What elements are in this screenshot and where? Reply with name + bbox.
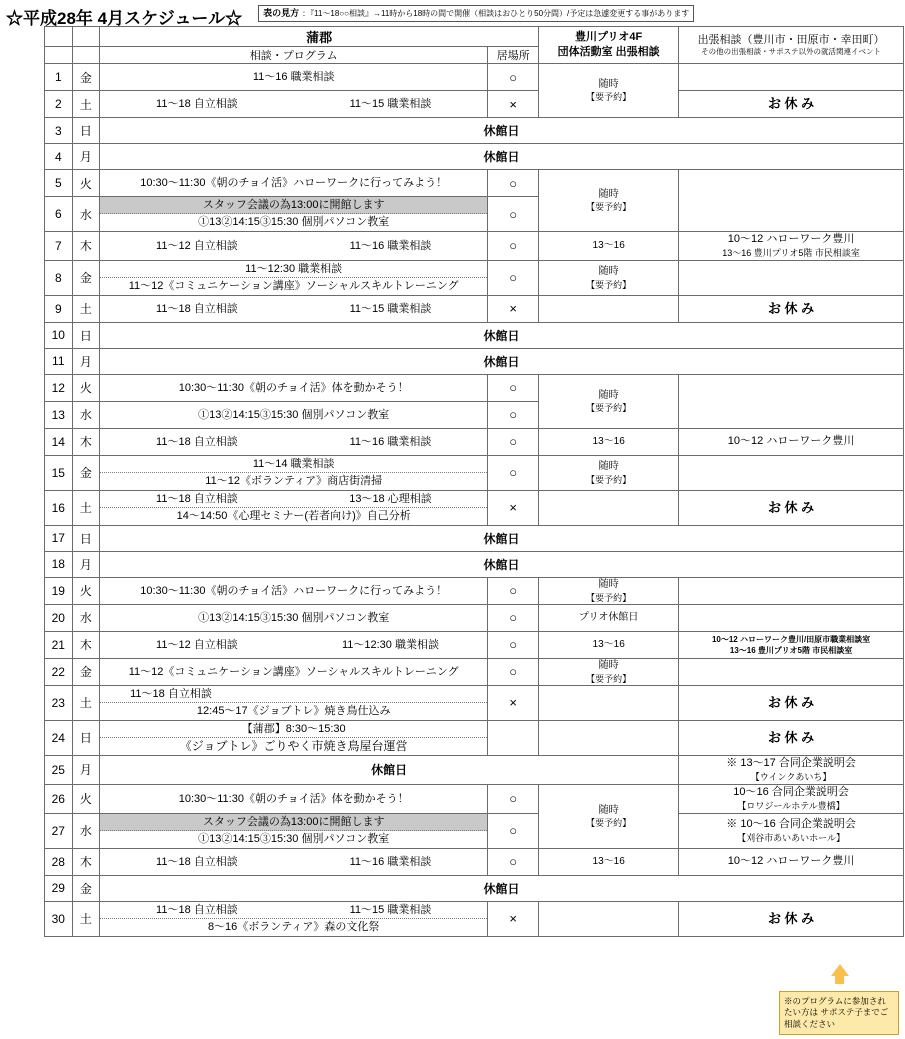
program-line: 10:30〜11:30《朝のチョイ活》ハローワークに行ってみよう！ [140,584,448,597]
program-text-left: 11〜12 自立相談 [156,239,238,252]
table-row [45,720,904,755]
program-line [100,429,487,455]
page-title: ☆平成28年 4月スケジュール☆ [6,9,243,28]
prio-sub: 【要予約】 [586,818,632,829]
out-cell: お 休 み [679,295,904,322]
header-place: 居場所 [488,47,539,64]
out-cell [679,604,904,631]
day-of-week: 金 [72,64,100,91]
prio-cell [539,232,679,261]
program-line: ①13②14:15③15:30 個別パソコン教室 [198,611,390,624]
closed-day-banner: 休館日 [100,525,904,551]
program-line: 11〜12《コミュニケーション講座》ソーシャルスキルトレーニング [128,279,459,292]
table-row [45,901,904,936]
table-row [45,875,904,901]
place-cell: × [488,295,539,322]
prio-cell-empty [539,901,679,936]
program-cell [100,658,488,685]
program-text-right: 13〜18 心理相談 [349,492,432,505]
prio-sub: 【要予約】 [586,202,632,213]
day-of-week: 金 [72,455,100,490]
place-cell: ○ [488,197,539,232]
program-text-right: 11〜16 職業相談 [349,855,432,868]
prio-cell [539,260,679,295]
document-header [0,0,905,26]
table-row [45,144,904,170]
table-row [45,577,904,604]
day-number: 21 [45,631,73,658]
prio-cell [539,455,679,490]
day-number: 28 [45,848,73,875]
legend-box [258,5,694,22]
day-of-week: 火 [72,577,100,604]
out-line-1: 10〜12 ハローワーク豊川 [727,233,855,245]
prio-cell-empty [539,720,679,755]
program-cell [100,232,488,261]
program-cell [100,720,488,755]
day-of-week: 火 [72,374,100,401]
program-cell [100,374,488,401]
out-line-1: 10〜16 合同企業説明会 [733,785,849,798]
day-of-week: 月 [72,551,100,577]
day-number: 7 [45,232,73,261]
day-of-week: 金 [72,658,100,685]
table-row [45,64,904,91]
out-cell [679,232,904,261]
day-of-week: 月 [72,755,100,784]
program-text-left: 11〜12 自立相談 [156,638,238,651]
day-of-week: 水 [72,604,100,631]
out-cell: お 休 み [679,91,904,118]
day-of-week: 月 [72,348,100,374]
program-text-right: 11〜16 職業相談 [349,239,432,252]
place-cell: ○ [488,64,539,91]
program-text-right: 11〜15 職業相談 [349,903,432,916]
program-cell [100,428,488,455]
table-row [45,91,904,118]
program-cell [100,631,488,658]
day-number: 30 [45,901,73,936]
program-text-left: 11〜18 自立相談 [156,903,238,916]
out-line-1: ※ 13〜17 合同企業説明会 [726,756,856,769]
prio-main: 13〜16 [592,639,625,651]
place-cell: ○ [488,170,539,197]
day-number: 8 [45,260,73,295]
table-row [45,428,904,455]
place-cell: ○ [488,374,539,401]
prio-cell [539,848,679,875]
prio-sub: 【要予約】 [586,474,632,485]
place-cell: × [488,901,539,936]
legend-text: ：『11〜18○○相談』→11時から18時の間で開催（相談はおひとり50分間）/予定は急遽変更する事があります [302,9,690,18]
out-cell [679,577,904,604]
day-number: 5 [45,170,73,197]
program-line: 11〜16 職業相談 [252,71,335,83]
prio-main: プリオ休館日 [578,612,639,624]
program-text-left: 11〜18 自立相談 [156,492,238,505]
place-cell: ○ [488,813,539,848]
program-line: スタッフ会議の為13:00に開館します [100,197,487,214]
program-line: ①13②14:15③15:30 個別パソコン教室 [198,216,390,228]
day-number: 3 [45,118,73,144]
program-line: 12:45〜17《ジョブトレ》焼き鳥仕込み [196,704,391,717]
day-of-week: 水 [72,401,100,428]
out-cell: お 休 み [679,901,904,936]
out-cell: 10〜12 ハローワーク豊川 [679,428,904,455]
program-text-left: 11〜18 自立相談 [156,98,238,110]
prio-cell [539,428,679,455]
day-number: 14 [45,428,73,455]
program-line: 8〜16《ボランティア》森の文化祭 [207,920,380,933]
day-of-week: 日 [72,322,100,348]
header-out-line2: その他の出張相談・サポステ以外の就活関連イベント [701,47,881,57]
closed-day-banner: 休館日 [100,755,679,784]
prio-main: 13〜16 [592,436,625,448]
program-line: スタッフ会議の為13:00に開館します [100,814,487,831]
header-prio-line1: 豊川プリオ4F [574,31,643,44]
program-line: ①13②14:15③15:30 個別パソコン教室 [198,408,390,421]
place-cell: ○ [488,604,539,631]
prio-cell [539,64,679,118]
day-number: 2 [45,91,73,118]
day-of-week: 日 [72,525,100,551]
program-text-right: 11〜16 職業相談 [349,435,432,448]
out-line-1: 10〜12 ハローワーク豊川/田原市職業相談室 [711,634,871,644]
program-line [100,491,487,508]
place-cell: ○ [488,658,539,685]
program-line [100,902,487,919]
header-out-line1: 出張相談（豊川市・田原市・幸田町） [697,33,885,46]
table-row [45,348,904,374]
prio-cell [539,631,679,658]
table-row [45,455,904,490]
program-line [100,632,487,658]
prio-main: 随時 [598,188,619,200]
prio-main: 随時 [598,660,619,672]
day-of-week: 土 [72,901,100,936]
out-cell: お 休 み [679,685,904,720]
program-cell [100,401,488,428]
day-number: 22 [45,658,73,685]
prio-cell [539,170,679,232]
day-number: 24 [45,720,73,755]
prio-sub: 【要予約】 [586,592,632,603]
table-row [45,295,904,322]
header-blank-4 [72,47,100,64]
prio-cell [539,374,679,428]
out-cell [679,374,904,428]
out-cell [679,784,904,813]
day-number: 1 [45,64,73,91]
program-text-right: 11〜12:30 職業相談 [341,638,439,651]
prio-sub: 【要予約】 [586,92,632,103]
day-number: 11 [45,348,73,374]
out-cell: 10〜12 ハローワーク豊川 [679,848,904,875]
out-line-2: 13〜16 豊川プリオ5階 市民相談室 [729,645,853,655]
prio-main: 13〜16 [592,240,625,252]
closed-day-banner: 休館日 [100,118,904,144]
note-arrow-icon [831,964,849,976]
program-cell [100,64,488,91]
program-cell [100,813,488,848]
program-text-left: 11〜18 自立相談 [156,302,238,315]
program-line: 《ジョブトレ》ごりやく市焼き鳥屋台運営 [179,738,408,753]
program-cell [100,784,488,813]
table-row [45,322,904,348]
program-line: 11〜12:30 職業相談 [100,261,487,278]
day-number: 27 [45,813,73,848]
day-of-week: 月 [72,144,100,170]
place-cell: ○ [488,577,539,604]
program-line: 11〜18 自立相談 [100,686,487,703]
header-blank-2 [72,27,100,47]
program-cell [100,197,488,232]
program-cell [100,170,488,197]
program-cell [100,577,488,604]
table-row [45,848,904,875]
place-cell: ○ [488,631,539,658]
prio-cell [539,658,679,685]
place-cell: ○ [488,260,539,295]
table-row [45,551,904,577]
table-row [45,604,904,631]
day-of-week: 日 [72,118,100,144]
closed-day-banner: 休館日 [100,875,904,901]
program-text-right: 11〜15 職業相談 [349,98,432,110]
out-cell [679,170,904,232]
day-of-week: 日 [72,720,100,755]
out-cell [679,658,904,685]
day-of-week: 金 [72,875,100,901]
legend-title: 表の見方 [263,8,300,18]
table-header-row-1 [45,27,904,47]
day-of-week: 水 [72,813,100,848]
program-cell [100,260,488,295]
prio-cell-empty [539,490,679,525]
note-box: ※のプログラムに参加されたい方は サポステ子までご相談ください [779,991,899,1035]
out-cell [679,455,904,490]
out-cell [679,631,904,658]
program-line [100,91,487,117]
out-line-2: 【ロワジールホテル豊橋】 [737,801,845,812]
schedule-table [44,26,904,937]
day-number: 20 [45,604,73,631]
program-line: 11〜12《コミュニケーション講座》ソーシャルスキルトレーニング [128,665,459,678]
prio-sub: 【要予約】 [586,673,632,684]
place-cell: × [488,685,539,720]
day-of-week: 火 [72,170,100,197]
day-number: 23 [45,685,73,720]
place-cell: ○ [488,401,539,428]
prio-main: 随時 [598,266,619,278]
day-number: 17 [45,525,73,551]
table-row [45,118,904,144]
out-line-1: ※ 10〜16 合同企業説明会 [726,817,856,830]
out-line-2: 【刈谷市あいあいホール】 [737,833,845,844]
table-row [45,374,904,401]
day-of-week: 火 [72,784,100,813]
out-cell [679,813,904,848]
out-cell [679,64,904,91]
out-cell: お 休 み [679,490,904,525]
header-prio [539,27,679,64]
program-text-left: 11〜18 自立相談 [156,855,238,868]
place-cell: ○ [488,232,539,261]
day-of-week: 土 [72,91,100,118]
table-row [45,260,904,295]
header-program: 相談・プログラム [100,47,488,64]
table-row [45,232,904,261]
day-number: 19 [45,577,73,604]
program-line: 11〜14 職業相談 [100,456,487,473]
table-row [45,170,904,197]
header-blank-3 [45,47,73,64]
table-row [45,813,904,848]
program-line: 10:30〜11:30《朝のチョイ活》ハローワークに行ってみよう！ [140,177,448,189]
header-gamagori: 蒲郡 [100,27,539,47]
table-row [45,490,904,525]
closed-day-banner: 休館日 [100,348,904,374]
prio-main: 随時 [598,804,619,816]
program-line [100,849,487,875]
program-cell [100,901,488,936]
table-row [45,784,904,813]
program-text-right: 11〜15 職業相談 [349,302,432,315]
program-cell [100,604,488,631]
table-row [45,525,904,551]
program-cell [100,91,488,118]
program-line: 11〜12《ボランティア》商店街清掃 [205,474,383,487]
place-cell: ○ [488,848,539,875]
closed-day-banner: 休館日 [100,551,904,577]
program-cell [100,455,488,490]
day-number: 12 [45,374,73,401]
closed-day-banner: 休館日 [100,144,904,170]
day-number: 25 [45,755,73,784]
out-line-2: 13〜16 豊川プリオ5階 市民相談室 [722,248,860,259]
table-row [45,658,904,685]
day-number: 15 [45,455,73,490]
prio-cell [539,604,679,631]
out-line-2: 【ウインクあいち】 [750,772,832,783]
table-row [45,685,904,720]
program-line: 【蒲郡】8:30〜15:30 [100,721,487,738]
out-cell [679,755,904,784]
program-line: 10:30〜11:30《朝のチョイ活》体を動かそう！ [178,381,409,394]
day-number: 13 [45,401,73,428]
day-of-week: 土 [72,490,100,525]
place-cell: × [488,490,539,525]
prio-sub: 【要予約】 [586,403,632,414]
day-of-week: 水 [72,197,100,232]
day-of-week: 木 [72,848,100,875]
day-number: 6 [45,197,73,232]
place-cell: × [488,91,539,118]
out-cell: お 休 み [679,720,904,755]
program-cell [100,295,488,322]
day-number: 16 [45,490,73,525]
day-number: 29 [45,875,73,901]
prio-cell-empty [539,685,679,720]
day-of-week: 木 [72,631,100,658]
day-number: 26 [45,784,73,813]
program-cell [100,685,488,720]
program-line [100,296,487,322]
prio-main: 随時 [598,389,619,401]
day-number: 9 [45,295,73,322]
program-line: 14〜14:50《心理セミナー(若者向け)》自己分析 [176,509,411,522]
program-cell [100,490,488,525]
place-cell [488,720,539,755]
day-of-week: 土 [72,295,100,322]
day-number: 18 [45,551,73,577]
prio-main: 随時 [598,78,619,90]
prio-cell [539,577,679,604]
program-line [100,233,487,259]
day-number: 4 [45,144,73,170]
closed-day-banner: 休館日 [100,322,904,348]
header-out [679,27,904,64]
program-line: ①13②14:15③15:30 個別パソコン教室 [198,832,390,845]
prio-sub: 【要予約】 [586,279,632,290]
place-cell: ○ [488,455,539,490]
program-text-left: 11〜18 自立相談 [156,435,238,448]
place-cell: ○ [488,784,539,813]
prio-cell [539,784,679,848]
place-cell: ○ [488,428,539,455]
header-prio-line2: 団体活動室 出張相談 [557,46,660,58]
program-line: 10:30〜11:30《朝のチョイ活》体を動かそう！ [178,792,409,805]
prio-main: 随時 [598,461,619,473]
day-of-week: 木 [72,232,100,261]
prio-cell-empty [539,295,679,322]
day-of-week: 木 [72,428,100,455]
day-of-week: 金 [72,260,100,295]
program-cell [100,848,488,875]
prio-main: 随時 [598,579,619,591]
prio-main: 13〜16 [592,856,625,868]
out-cell [679,260,904,295]
day-of-week: 土 [72,685,100,720]
table-row [45,631,904,658]
header-blank-1 [45,27,73,47]
table-row [45,755,904,784]
day-number: 10 [45,322,73,348]
